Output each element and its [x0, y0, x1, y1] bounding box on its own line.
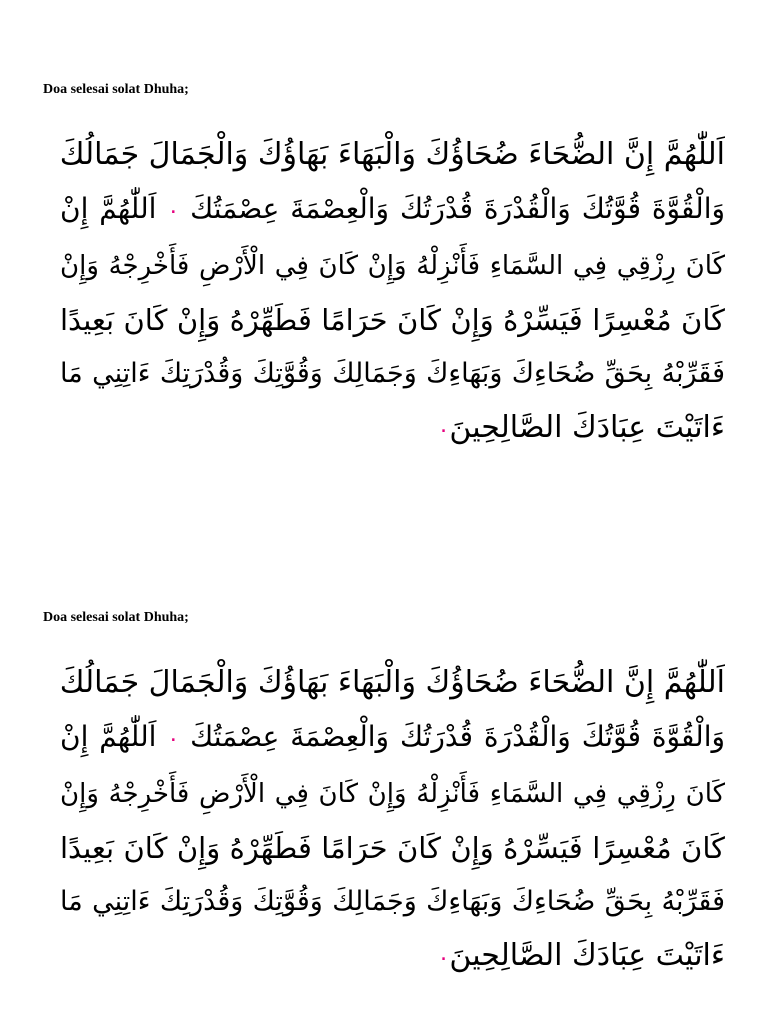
prayer-heading: Doa selesai solat Dhuha; [43, 82, 189, 97]
prayer-line-2-tail: اَللّٰهُمَّ إِنْ [60, 192, 157, 225]
prayer-line-2 [60, 710, 725, 767]
prayer-line-2-main: وَالْقُوَّةَ قُوَّتُكَ وَالْقُدْرَةَ قُدْرَتُكَ وَالْعِصْمَةَ عِصْمَتُكَ [190, 192, 725, 225]
prayer-line-4: كَانَ مُعْسِرًا فَيَسِّرْهُ وَإِنْ كَانَ حَرَامًا فَطَهِّرْهُ وَإِنْ كَانَ بَعِيدًا [60, 831, 725, 865]
arabic-prayer-text [60, 128, 725, 458]
prayer-line-6-text: ءَاتَيْتَ عِبَادَكَ الصَّالِحِينَ [449, 410, 725, 445]
prayer-line-2 [60, 182, 725, 239]
prayer-line-5: فَقَرِّبْهُ بِحَقِّ ضُحَاءِكَ وَبَهَاءِكَ وَجَمَالِكَ وَقُوَّتِكَ وَقُدْرَتِكَ ءَاتِنِي مَا [60, 358, 725, 389]
prayer-line-2-tail: اَللّٰهُمَّ إِنْ [60, 720, 157, 753]
prayer-line-1: اَللّٰهُمَّ إِنَّ الضُّحَاءَ ضُحَاؤُكَ وَالْبَهَاءَ بَهَاؤُكَ وَالْجَمَالَ جَمَالُكَ [60, 665, 725, 700]
prayer-line-3: كَانَ رِزْقِي فِي السَّمَاءِ فَأَنْزِلْهُ وَإِنْ كَانَ فِي الْأَرْضِ فَأَخْرِجْهُ وَإِنْ [60, 251, 725, 281]
verse-stop-mark: ۰ [167, 199, 180, 224]
prayer-line-4: كَانَ مُعْسِرًا فَيَسِّرْهُ وَإِنْ كَانَ حَرَامًا فَطَهِّرْهُ وَإِنْ كَانَ بَعِيدًا [60, 303, 725, 337]
arabic-prayer-text [60, 656, 725, 986]
prayer-line-5: فَقَرِّبْهُ بِحَقِّ ضُحَاءِكَ وَبَهَاءِكَ وَجَمَالِكَ وَقُوَّتِكَ وَقُدْرَتِكَ ءَاتِنِي مَا [60, 886, 725, 917]
prayer-line-6 [60, 929, 725, 986]
prayer-line-6-text: ءَاتَيْتَ عِبَادَكَ الصَّالِحِينَ [449, 938, 725, 973]
prayer-line-2-main: وَالْقُوَّةَ قُوَّتُكَ وَالْقُدْرَةَ قُدْرَتُكَ وَالْعِصْمَةَ عِصْمَتُكَ [190, 720, 725, 753]
verse-stop-mark: ۰ [167, 727, 180, 752]
prayer-line-1: اَللّٰهُمَّ إِنَّ الضُّحَاءَ ضُحَاؤُكَ وَالْبَهَاءَ بَهَاؤُكَ وَالْجَمَالَ جَمَالُكَ [60, 137, 725, 172]
verse-stop-mark: ۰ [437, 418, 450, 443]
prayer-line-6 [60, 401, 725, 458]
prayer-heading: Doa selesai solat Dhuha; [43, 610, 189, 625]
verse-stop-mark: ۰ [437, 946, 450, 971]
prayer-line-3: كَانَ رِزْقِي فِي السَّمَاءِ فَأَنْزِلْهُ وَإِنْ كَانَ فِي الْأَرْضِ فَأَخْرِجْهُ وَإِنْ [60, 779, 725, 809]
